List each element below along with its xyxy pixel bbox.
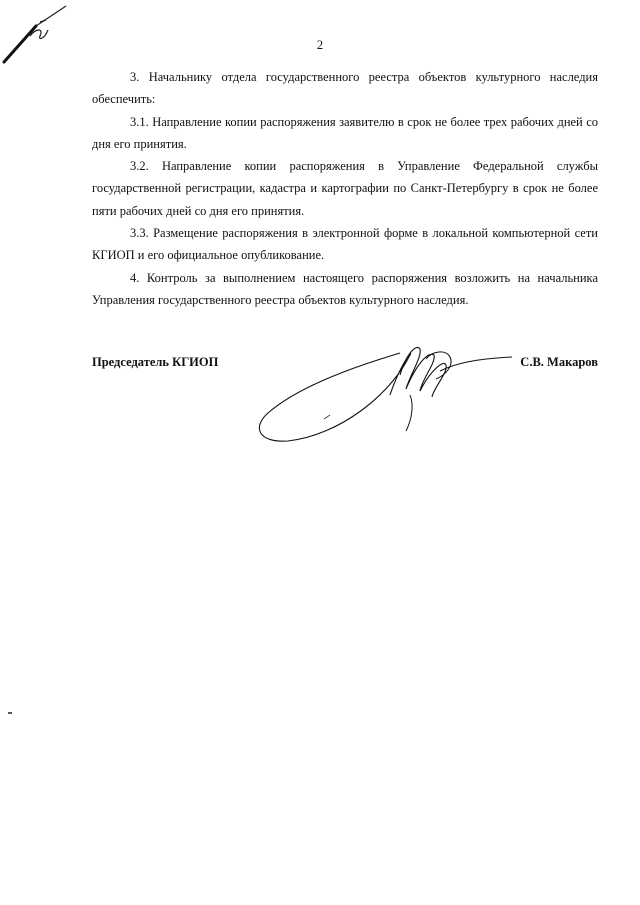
document-body [92, 66, 598, 311]
paragraph-item-3: 3. Начальнику отдела государственного реестра объектов культурного наследия обеспечить: [92, 70, 598, 107]
paragraph-item-3-1: 3.1. Направление копии распоряжения заявителю в срок не более трех рабочих дней со дня его принятия. [92, 114, 598, 151]
handwritten-signature [250, 335, 520, 450]
margin-mark [8, 712, 12, 714]
paragraph-item-3-2: 3.2. Направление копии распоряжения в Управление Федеральной службы государственной регистрации, кадастра и картографии по Санкт-Петербургу в срок не более пяти рабочих дней со дня его принятия. [92, 159, 598, 218]
paragraph-item-3-3: 3.3. Размещение распоряжения в электронной форме в локальной компьютерной сети КГИОП и его официальное опубликование. [92, 226, 598, 263]
signatory-title: Председатель КГИОП [92, 355, 219, 369]
corner-handwritten-mark [0, 0, 70, 70]
page-number: 2 [316, 38, 324, 52]
signatory-name: С.В. Макаров [520, 355, 598, 369]
paragraph-item-4: 4. Контроль за выполнением настоящего распоряжения возложить на начальника Управления государственного реестра объектов культурного наследия. [92, 270, 598, 307]
